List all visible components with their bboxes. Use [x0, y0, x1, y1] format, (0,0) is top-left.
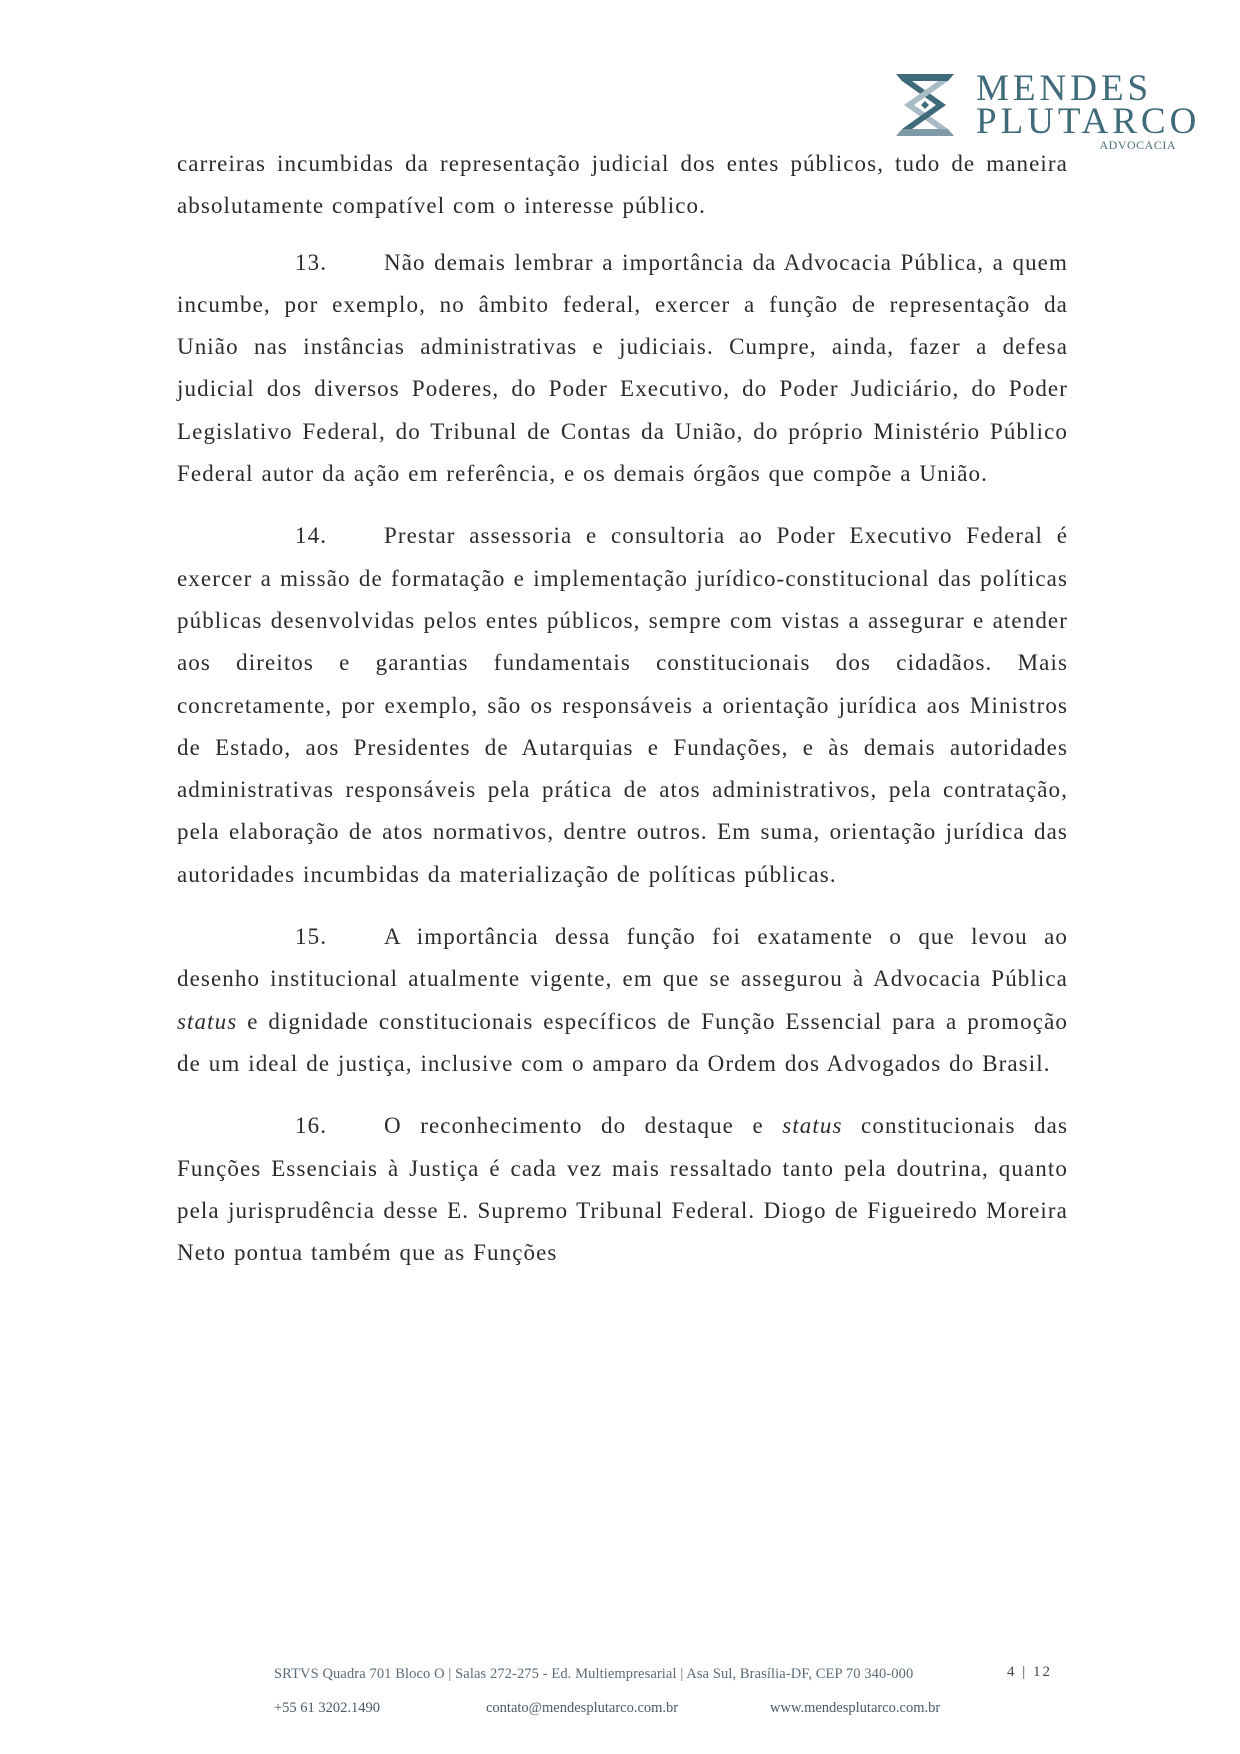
logo-mark-icon: [896, 74, 954, 136]
document-body: [177, 143, 1068, 1294]
logo-wordmark: [976, 68, 1201, 142]
paragraph-number: 14.: [295, 523, 328, 549]
logo-subtitle: ADVOCACIA: [1099, 138, 1176, 152]
paragraph-text-before: A importância dessa função foi exatamente o que levou ao desenho institucional atualmente vigente, em que se assegurou à Advocacia Pública: [177, 924, 1068, 992]
italic-term: status: [782, 1113, 843, 1139]
paragraph-text: Não demais lembrar a importância da Advocacia Pública, a quem incumbe, por exemplo, no âmbito federal, exercer a função de representação da União nas instâncias administrativas e judiciais. Cumpre, ainda, fazer a defesa judicial dos diversos Poderes, do Poder Executivo, do Poder Judiciário, do Poder Legislativo Federal, do Tribunal de Contas da União, do próprio Ministério Público Federal autor da ação em referência, e os demais órgãos que compõe a União.: [177, 249, 1068, 487]
paragraph-number: 16.: [295, 1113, 328, 1139]
footer-email[interactable]: contato@mendesplutarco.com.br: [486, 1700, 679, 1716]
italic-term: status: [177, 1008, 238, 1034]
paragraph-16: [177, 1105, 1068, 1274]
paragraph-text: Prestar assessoria e consultoria ao Poder Executivo Federal é exercer a missão de formatação e implementação jurídico-constitucional das políticas públicas desenvolvidas pelos entes públicos, sempre com vistas a assegurar e atender aos direitos e garantias fundamentais constitucionais dos cidadãos. Mais concretamente, por exemplo, são os responsáveis a orientação jurídica aos Ministros de Estado, aos Presidentes de Autarquias e Fundações, e às demais autoridades administrativas responsáveis pela prática de atos administrativos, pela contratação, pela elaboração de atos normativos, dentre outros. Em suma, orientação jurídica das autoridades incumbidas da materialização de políticas públicas.: [177, 523, 1068, 887]
paragraph-14: [177, 515, 1068, 896]
paragraph-13: [177, 242, 1068, 496]
footer-website[interactable]: www.mendesplutarco.com.br: [770, 1700, 941, 1716]
footer-address: SRTVS Quadra 701 Bloco O | Salas 272-275 - Ed. Multiempresarial | Asa Sul, Brasília-DF, CEP 70 340-000: [274, 1666, 914, 1682]
page-number: 4 | 12: [1007, 1664, 1053, 1680]
logo-name-line2: PLUTARCO: [976, 101, 1201, 142]
paragraph-number: 15.: [295, 924, 328, 950]
paragraph-text-after: constitucionais das Funções Essenciais à Justiça é cada vez mais ressaltado tanto pela doutrina, quanto pela jurisprudência desse E. Supremo Tribunal Federal. Diogo de Figueiredo Moreira Neto pontua também que as Funções: [177, 1113, 1068, 1266]
paragraph-15: [177, 916, 1068, 1085]
footer-phone: +55 61 3202.1490: [274, 1700, 381, 1716]
continuation-paragraph: carreiras incumbidas da representação judicial dos entes públicos, tudo de maneira absolutamente compatível com o interesse público.: [177, 151, 1068, 219]
logo-name-line1: MENDES: [976, 68, 1153, 109]
paragraph-number: 13.: [295, 249, 328, 275]
paragraph-text-after: e dignidade constitucionais específicos de Função Essencial para a promoção de um ideal de justiça, inclusive com o amparo da Ordem dos Advogados do Brasil.: [177, 1008, 1068, 1076]
paragraph-text-before: O reconhecimento do destaque e: [384, 1113, 783, 1139]
